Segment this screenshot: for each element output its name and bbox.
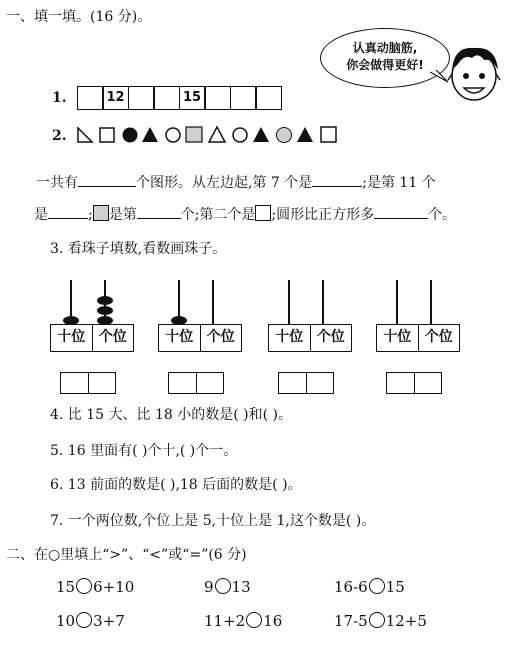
- triangle-filled-icon: [297, 127, 313, 142]
- triangle-outline-icon: [209, 127, 225, 142]
- seq-cell[interactable]: [77, 86, 104, 110]
- abacus-3: [268, 280, 352, 380]
- section2-title: 二、在○里填上“>”、“<”或“=”(6 分): [6, 547, 247, 563]
- cartoon-face-icon: [444, 40, 504, 106]
- q5-text: 5. 16 里面有( )个十,( )个一。: [50, 443, 238, 459]
- tens-rod: [288, 280, 290, 324]
- seq-cell[interactable]: [153, 86, 180, 110]
- blank[interactable]: [374, 206, 428, 219]
- q6-text: 6. 13 前面的数是( ),18 后面的数是( )。: [50, 477, 302, 493]
- tens-rod: [396, 280, 398, 324]
- bubble-tail-icon: [430, 70, 450, 86]
- abacus-2: [158, 280, 242, 380]
- triangle-outline-icon: [78, 128, 92, 142]
- square-gray-icon: [186, 127, 202, 142]
- compare-circle[interactable]: [76, 612, 92, 628]
- square-outline-icon: [255, 205, 271, 221]
- compare-circle[interactable]: [246, 612, 262, 628]
- abacus-1: [50, 280, 134, 380]
- ones-rod: [430, 280, 432, 324]
- compare-item: 10 3+7: [56, 612, 125, 630]
- q2-line1: 一共有 个图形。从左边起,第 7 个是 ;是第 11 个: [36, 175, 436, 191]
- q2-number: 2.: [52, 128, 67, 144]
- circle-outline-icon: [233, 128, 247, 142]
- compare-circle[interactable]: [369, 578, 385, 594]
- blank[interactable]: [137, 206, 181, 219]
- ones-rod: [212, 280, 214, 324]
- circle-gray-icon: [277, 128, 292, 143]
- section1-title: 一、填一填。(16 分)。: [6, 9, 152, 25]
- square-outline-icon: [100, 128, 114, 142]
- answer-boxes[interactable]: [168, 372, 224, 394]
- q1-number: 1.: [52, 90, 67, 106]
- number-sequence-boxes: [78, 86, 282, 110]
- place-value-labels: 十位 个位: [376, 324, 460, 352]
- q2-line2: 是 ; 是第 个;第二个是 ;圆形比正方形多 个。: [34, 207, 457, 223]
- compare-item: 15 6+10: [56, 578, 135, 596]
- compare-circle[interactable]: [76, 578, 92, 594]
- compare-item: 17-5 12+5: [334, 612, 427, 630]
- circle-filled-icon: [123, 128, 138, 143]
- answer-boxes[interactable]: [60, 372, 116, 394]
- seq-cell[interactable]: [230, 86, 257, 110]
- seq-cell[interactable]: [255, 86, 282, 110]
- seq-cell[interactable]: [204, 86, 231, 110]
- compare-circle[interactable]: [215, 578, 231, 594]
- shapes-row: [76, 124, 366, 146]
- circle-outline-icon: [166, 128, 180, 142]
- compare-circle[interactable]: [369, 612, 385, 628]
- place-value-labels: 十位 个位: [268, 324, 352, 352]
- abacus-4: [376, 280, 460, 380]
- triangle-filled-icon: [142, 127, 158, 142]
- seq-cell[interactable]: 12: [102, 86, 129, 110]
- compare-item: 9 13: [204, 578, 251, 596]
- blank[interactable]: [48, 206, 88, 219]
- blank[interactable]: [312, 174, 362, 187]
- place-value-labels: 十位 个位: [158, 324, 242, 352]
- seq-cell[interactable]: [128, 86, 155, 110]
- q7-text: 7. 一个两位数,个位上是 5,十位上是 1,这个数是( )。: [50, 513, 376, 529]
- blank[interactable]: [78, 174, 136, 187]
- answer-boxes[interactable]: [278, 372, 334, 394]
- answer-boxes[interactable]: [386, 372, 442, 394]
- triangle-filled-icon: [253, 127, 269, 142]
- q4-text: 4. 比 15 大、比 18 小的数是( )和( )。: [50, 407, 292, 423]
- bead: [97, 296, 113, 305]
- seq-cell[interactable]: 15: [179, 86, 206, 110]
- compare-item: 11+2 16: [204, 612, 283, 630]
- square-gray-icon: [93, 205, 109, 221]
- compare-item: 16-6 15: [334, 578, 405, 596]
- bead: [97, 306, 113, 315]
- q3-text: 3. 看珠子填数,看数画珠子。: [50, 241, 227, 257]
- square-outline-icon: [321, 127, 336, 142]
- place-value-labels: 十位 个位: [50, 324, 134, 352]
- ones-rod: [322, 280, 324, 324]
- bubble-line-1: 认真动脑筋,: [352, 41, 418, 55]
- bubble-line-2: 你会做得更好!: [346, 58, 424, 72]
